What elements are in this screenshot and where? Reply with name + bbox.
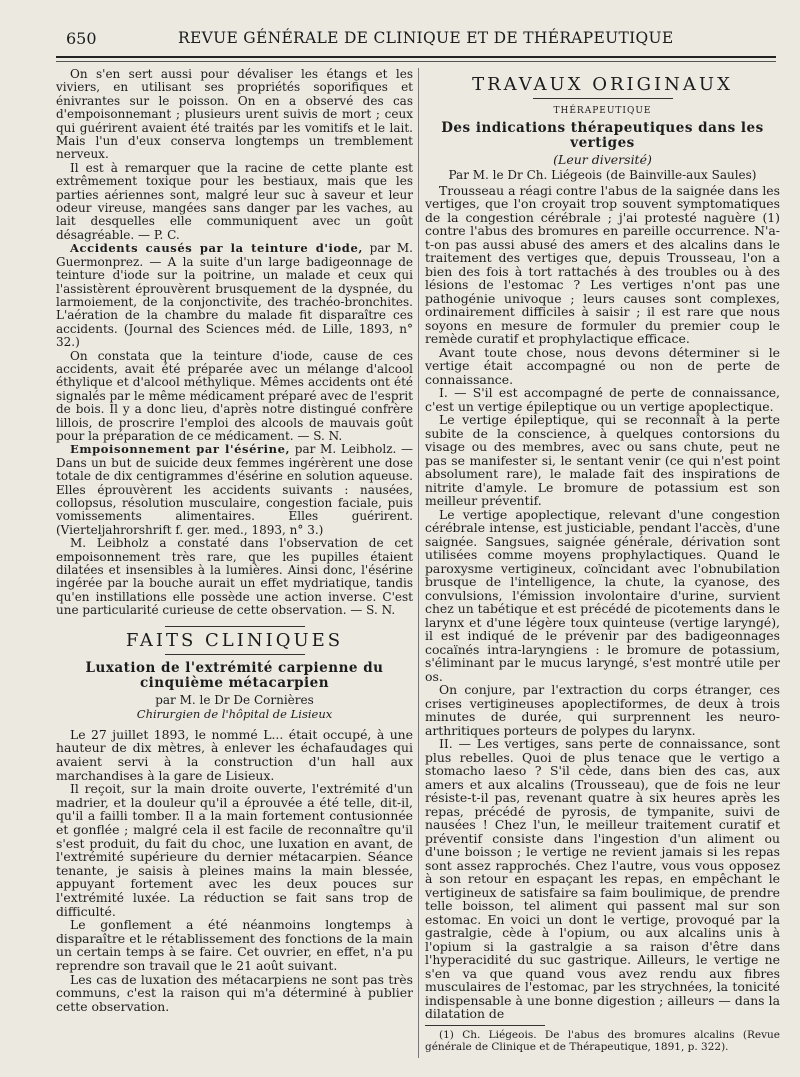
paragraph: II. — Les vertiges, sans perte de connaissance, sont plus rebelles. Quoi de plus tenace que le vertigo a stomacho laeso ? S'il cède, dans bien des cas, aux amers et aux alcalins (Trousseau), que de fois ne leur résiste-t-il pas, revenant quatre à six heures après les repas, précédé de pyrosis, de tympanite, suivi de nausées ! Chez l'un, le meilleur traitement curatif et préventif consiste dans l'ingestion d'un aliment ou d'une boisson ; le vertige ne revient jamais si les repas sont assez rapprochés. Chez l'autre, vous vous opposez à son retour en espaçant les repas, en empêchant le vertigineux de satisfaire sa faim boulimique, de prendre telle boisson, tel aliment qui passent mal sur son estomac. En voici un dont le vertige, provoqué par la gastralgie, cède à l'opium, ou aux alcalins unis à l'opium si la gastralgie a sa raison d'être dans l'hyperacidité du suc gastrique. Ailleurs, le vertige ne s'en va que quand vous avez rendu aux fibres musculaires de l'estomac, par les strychnées, la tonicité indispensable à une bonne digestion ; ailleurs — dans la dilatation de <box>425 736 780 1022</box>
column-divider <box>418 68 419 1058</box>
page-header <box>56 24 776 54</box>
paragraph: On constata que la teinture d'iode, cause de ces accidents, avait été préparée avec un mélange d'alcool éthylique et d'alcool méthylique. Mêmes accidents ont été signalés par le même médicament préparé avec de l'esprit de bois. Il y a donc lieu, d'après notre distingué confrère lillois, de proscrire l'emploi des alcools de mauvais goût pour la préparation de ce médicament. — S. N. <box>56 348 413 443</box>
section-rule <box>165 626 305 627</box>
author-affiliation: Chirurgien de l'hôpital de Lisieux <box>136 707 333 722</box>
page-number: 650 <box>66 29 97 48</box>
paragraph-text: par M. Leibholz. — Dans un but de suicide deux femmes ingérèrent une dose totale de dix centigrammes d'ésérine en solution aqueuse. Elles éprouvèrent les accidents suivants : nausées, collopsus, résolution musculaire, congestion faciale, puis vomissements alimentaires. Elles guérirent. (Vierteljahrorshrift f. ger. med., 1893, n° 3.) <box>56 442 413 537</box>
article-title: Luxation de l'extrémité carpienne du cinquième métacarpien <box>85 660 384 692</box>
section-rule <box>165 654 305 655</box>
paragraph: On s'en sert aussi pour dévaliser les étangs et les viviers, en utilisant ses propriétés soporifiques et énivrantes sur le poisson. On en a observé des cas d'empoisonnemant ; plusieurs urent suivis de mort ; ceux qui guérirent avaient été traités par les vomitifs et le lait. Mais l'un d'eux conserva longtemps un tremblement nerveux. <box>56 68 413 162</box>
paragraph: Il est à remarquer que la racine de cette plante est extrêmement toxique pour les bestiaux, mais que les parties aériennes sont, malgré leur suc à saveur et leur odeur vireuse, mangées sans danger par les vaches, au lait desquelles elle communiquent avec un goût désagréable. — P. C. <box>56 160 413 242</box>
paragraph: Le 27 juillet 1893, le nommé L... était occupé, à une hauteur de dix mètres, à enlever les échafaudages qui avaient servi à la construction d'un hall aux marchandises à la gare de Lisieux. <box>56 726 413 783</box>
paragraph: Trousseau a réagi contre l'abus de la saignée dans les vertiges, que l'on croyait trop souvent symptomatiques de la congestion cérébrale ; j'ai protesté naguère (1) contre l'abus des bromures en pareille occurrence. N'a-t-on pas aussi abusé des amers et des alcalins dans le traitement des vertiges que, depuis Trousseau, l'on a bien des fois à tort rattachés à des troubles ou à des lésions de l'estomac ? Les vertiges n'ont pas une pathogénie univoque ; leurs causes sont complexes, ordinairement difficiles à saisir ; il est rare que nous soyons en mesure de formuler du premier coup le remède curatif et prophylactique efficace. <box>425 182 780 347</box>
header-rule-thin <box>56 61 776 62</box>
footnote: (1) Ch. Liégeois. De l'abus des bromures alcalins (Revue générale de Clinique et de Thérapeutique, 1891, p. 322). <box>425 1028 780 1053</box>
section-title-travaux-originaux: TRAVAUX ORIGINAUX <box>472 74 733 95</box>
paragraph: Le vertige apoplectique, relevant d'une congestion cérébrale intense, est justiciable, pendant l'accès, d'une saignée. Sangsues, saignée générale, dérivation sont utilisées comme moyens prophylactiques. Quand le paroxysme vertigineux, coïncidant avec l'obnubilation brusque de l'intelligence, la chute, la cyanose, des convulsions, l'émission involontaire d'urine, survient chez un tabétique et est précédé de picotements dans le larynx et d'une légère toux quinteuse (vertige laryngé), il est indiqué de le prévenir par des badigeonnages cocaïnés intra-laryngiens : le bromure de potassium, s'éliminant par le mucus laryngé, s'est montré utile per os. <box>425 506 780 684</box>
article-title: Des indications thérapeutiques dans les vertiges <box>441 119 764 151</box>
paragraph: Le gonflement a été néanmoins longtemps à disparaître et le rétablissement des fonctions de la main un certain temps à se faire. Cet ouvrier, en effet, n'a pu reprendre son travail que le 21 août suivant. <box>56 917 413 973</box>
article-author: par M. le Dr De Cornières <box>155 693 314 708</box>
section-heading: Empoisonnement par l'ésérine, <box>70 442 291 457</box>
right-column <box>425 68 780 1068</box>
article-kicker: THÉRAPEUTIQUE <box>553 106 652 117</box>
paragraph: Il reçoit, sur la main droite ouverte, l'extrémité d'un madrier, et la douleur qu'il a éprouvée a été telle, dit-il, qu'il a failli tomber. Il a la main fortement contusionnée et gonflée ; malgré cela il est facile de reconnaître qu'il s'est produit, du fait du choc, une luxation en avant, de l'extrémité supérieure du dernier métacarpien. Séance tenante, je saisis à pleines mains la main blessée, appuyant fortement avec les deux pouces sur l'extrémité luxée. La réduction se fait sans trop de difficulté. <box>56 781 413 919</box>
paragraph-accidents-iode <box>56 242 413 349</box>
header-rule <box>56 56 776 58</box>
section-heading: Accidents causés par la teinture d'iode, <box>70 241 363 256</box>
paragraph: Avant toute chose, nous devons déterminer si le vertige était accompagné ou non de perte de connaissance. <box>425 344 780 387</box>
article-author: Par M. le Dr Ch. Liégeois (de Bainville-aux Saules) <box>448 168 757 183</box>
left-column <box>56 68 413 1068</box>
paragraph: On conjure, par l'extraction du corps étranger, ces crises vertigineuses apoplectiformes, de deux à trois minutes de durée, qui surprennent les neuro-arthritiques porteurs de polypes du larynx. <box>425 682 780 738</box>
paragraph: M. Leibholz a constaté dans l'observation de cet empoisonnement très rare, que les pupilles étaient dilatées et insensibles à la lumières. Ainsi donc, l'ésérine ingérée par la bouche aurait un effet mydriatique, tandis qu'en instillations elle possède une action inverse. C'est une particularité curieuse de cette observation. — S. N. <box>56 536 413 618</box>
footnote-rule <box>425 1025 545 1026</box>
paragraph-eserine <box>56 443 413 537</box>
paragraph-text: par M. Guermonprez. — A la suite d'un large badigeonnage de teinture d'iode sur la poitrine, un malade et ceux qui l'assistèrent éprouvèrent brusquement de la dyspnée, du larmoiement, de la conjonctivite, des trachéo-bronchites. L'aération de la chambre du malade fit disparaître ces accidents. (Journal des Sciences méd. de Lille, 1893, n° 32.) <box>56 241 413 350</box>
paragraph: I. — S'il est accompagné de perte de connaissance, c'est un vertige épileptique ou un vertige apoplectique. <box>425 385 780 414</box>
running-title: REVUE GÉNÉRALE DE CLINIQUE ET DE THÉRAPEUTIQUE <box>178 29 674 47</box>
paragraph: Les cas de luxation des métacarpiens ne sont pas très communs, c'est la raison qui m'a déterminé à publier cette observation. <box>56 971 413 1014</box>
paragraph: Le vertige épileptique, qui se reconnaît à la perte subite de la conscience, à quelques contorsions du visage ou des membres, avec ou sans chute, peut ne pas se manifester si, le sentant venir (ce qui n'est point absolument rare), le malade fait des inspirations de nitrite d'amyle. Le bromure de potassium est son meilleur préventif. <box>425 412 780 509</box>
article-subtitle: (Leur diversité) <box>553 151 652 167</box>
section-title-faits-cliniques: FAITS CLINIQUES <box>125 629 344 651</box>
section-rule <box>533 98 673 99</box>
